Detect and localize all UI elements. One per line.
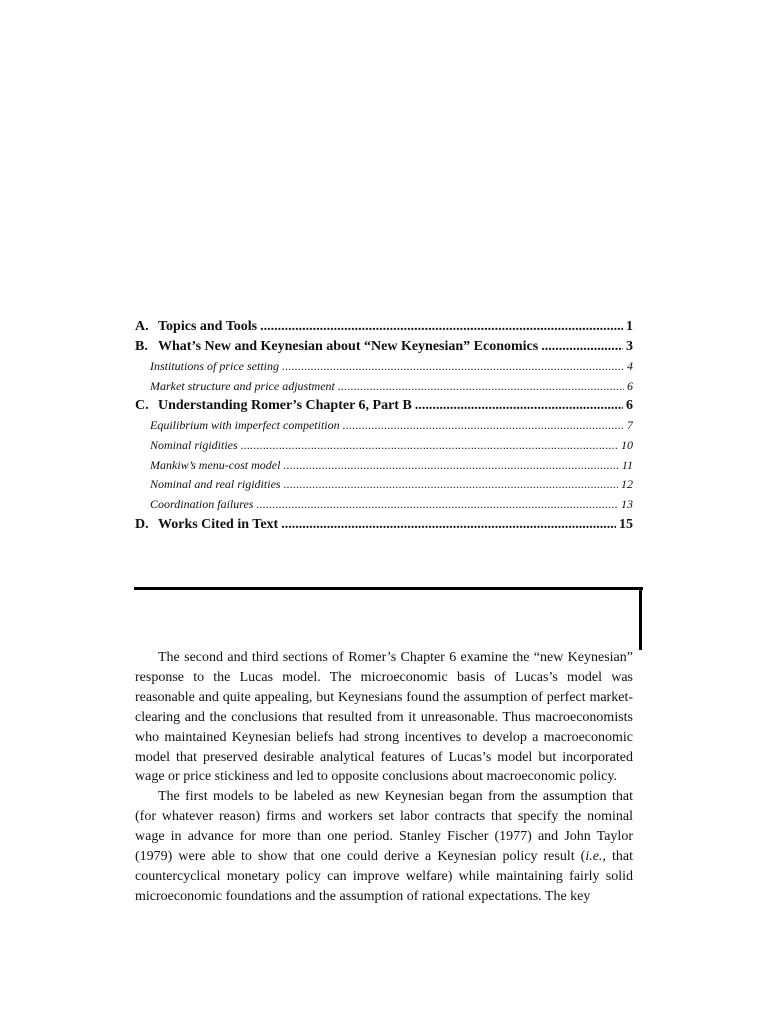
- toc-leader: [256, 495, 618, 515]
- toc-leader: [541, 337, 623, 357]
- toc-title: Nominal and real rigidities: [150, 477, 281, 492]
- paragraph-text: , that countercyclical monetary policy can improve welfare) while maintaining fairly solid microeconomic foundations and the assumption of rational expectations. The key: [135, 849, 633, 904]
- toc-page-number: 10: [621, 438, 633, 453]
- toc-page-number: 11: [621, 457, 633, 472]
- toc-leader: [281, 515, 616, 535]
- toc-page-number: 12: [621, 477, 633, 492]
- toc-letter: A.: [135, 319, 149, 334]
- toc-leader: [241, 436, 618, 456]
- section-divider-horizontal: [134, 587, 643, 590]
- toc-entry[interactable]: [135, 337, 633, 357]
- toc-letter: D.: [135, 516, 149, 532]
- body-text: [135, 648, 633, 907]
- toc-page-number: 1: [626, 319, 633, 334]
- table-of-contents: [135, 317, 633, 535]
- section-divider-vertical: [639, 587, 642, 650]
- toc-subentry[interactable]: [135, 416, 633, 436]
- paragraph-text: The first models to be labeled as new Keynesian began from the assumption that (for whatever reason) firms and workers set labor contracts that specify the nominal wage in advance for more than one period. Stanley Fischer (1977) and John Taylor (1979) were able to show that one could derive a Keynesian policy result (: [135, 789, 633, 865]
- toc-entry[interactable]: [135, 317, 633, 337]
- toc-leader: [343, 416, 624, 436]
- toc-title: What’s New and Keynesian about “New Keynesian” Economics: [158, 339, 539, 354]
- toc-entry[interactable]: [135, 396, 633, 416]
- toc-page-number: 4: [627, 359, 633, 373]
- toc-leader: [338, 377, 624, 397]
- toc-leader: [415, 396, 623, 416]
- toc-title: Works Cited in Text: [158, 516, 279, 532]
- toc-subentry[interactable]: [135, 436, 633, 456]
- toc-page-number: 7: [627, 418, 633, 433]
- paragraph: The second and third sections of Romer’s Chapter 6 examine the “new Keynesian” response to the Lucas model. The microeconomic basis of Lucas’s model was reasonable and quite appealing, but Keynesians found the assumption of perfect market-clearing and the conclusions that resulted from it unreasonable. Thus macroeconomists who maintained Keynesian beliefs had strong incentives to develop a macroeconomic model that preserved desirable analytical features of Lucas’s model but incorporated wage or price stickiness and led to opposite conclusions about macroeconomic policy.: [135, 650, 633, 785]
- toc-page-number: 6: [626, 398, 633, 414]
- toc-title: Mankiw’s menu-cost model: [150, 457, 281, 472]
- toc-subentry[interactable]: [135, 357, 633, 377]
- toc-title: Equilibrium with imperfect competition: [150, 418, 340, 433]
- toc-page-number: 13: [621, 497, 633, 512]
- toc-subentry[interactable]: [135, 495, 633, 515]
- toc-title: Market structure and price adjustment: [150, 378, 335, 393]
- toc-page-number: 3: [626, 339, 633, 354]
- toc-leader: [283, 456, 618, 476]
- toc-letter: C.: [135, 398, 149, 414]
- toc-title: Nominal rigidities: [150, 438, 238, 453]
- toc-subentry[interactable]: [135, 456, 633, 476]
- toc-title: Institutions of price setting: [150, 359, 279, 373]
- toc-title: Coordination failures: [150, 497, 254, 512]
- toc-subentry[interactable]: [135, 377, 633, 397]
- toc-entry[interactable]: [135, 515, 633, 535]
- toc-letter: B.: [135, 339, 148, 354]
- toc-page-number: 6: [627, 378, 633, 393]
- toc-title: Understanding Romer’s Chapter 6, Part B: [158, 398, 412, 414]
- toc-leader: [260, 317, 623, 337]
- toc-title: Topics and Tools: [158, 319, 258, 334]
- toc-leader: [282, 357, 624, 377]
- paragraph: [135, 787, 633, 906]
- paragraph-italic: i.e.: [585, 849, 603, 865]
- toc-page-number: 15: [619, 516, 633, 532]
- toc-subentry[interactable]: [135, 475, 633, 495]
- toc-leader: [284, 475, 618, 495]
